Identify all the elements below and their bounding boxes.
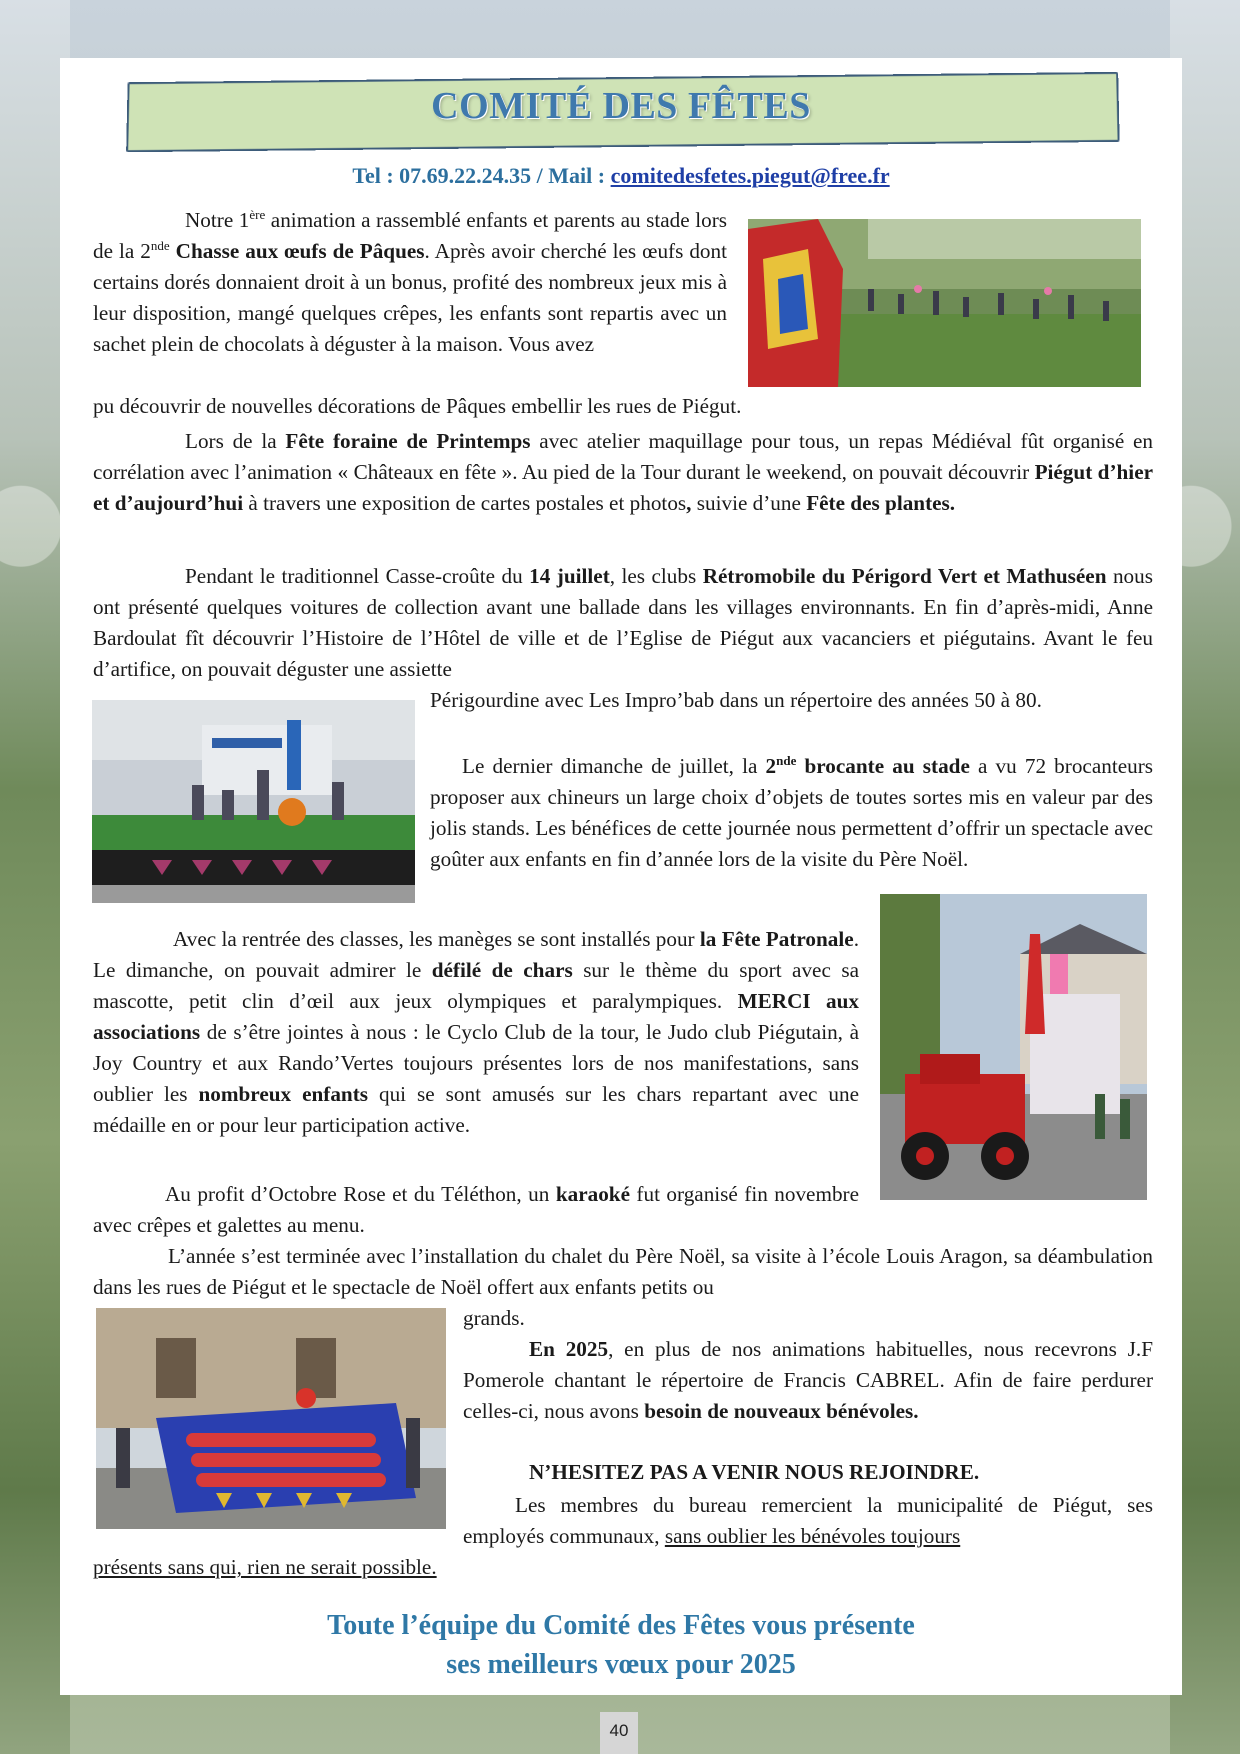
closing-wishes-line1: Toute l’équipe du Comité des Fêtes vous présente bbox=[327, 1610, 915, 1641]
contact-phone: Tel : 07.69.22.24.35 / Mail : bbox=[352, 163, 611, 188]
call-to-action: N’HESITEZ PAS A VENIR NOUS REJOINDRE. bbox=[529, 1460, 980, 1484]
paragraph-spring-fair: Lors de la Fête foraine de Printemps avec atelier maquillage pour tous, un repas Médiéval fût organisé en corrélation avec l’animation « Châteaux en fête ». Au pied de la Tour durant le weekend, on pouvait découvrir Piégut d’hier et d’aujourd’hui à travers une exposition de cartes postales et photos, suivie d’une Fête des plantes. bbox=[93, 429, 1154, 515]
paragraph-thanks: Les membres du bureau remercient la municipalité de Piégut, ses employés communaux, sans oublier les bénévoles toujours bbox=[463, 1493, 1153, 1548]
paragraph-fete-patronale: Avec la rentrée des classes, les manèges se sont installés pour la Fête Patronale. Le dimanche, on pouvait admirer le défilé de chars sur le thème du sport avec sa mascotte, petit clin d’œil aux jeux olympiques et paralympiques. MERCI aux associations de s’être jointes à nous : le Cyclo Club de la tour, le Judo club Piégutain, à Joy Country et aux Rando’Vertes toujours présentes lors de nos manifestations, sans oublier les nombreux enfants qui se sont amusés sur les chars repartant avec une médaille en or pour leur participation active. bbox=[93, 927, 859, 1137]
contact-line bbox=[60, 163, 1182, 189]
paragraph-2025: En 2025, en plus de nos animations habituelles, nous recevrons J.F Pomerole chantant le répertoire de Francis CABREL. Afin de faire perdurer celles-ci, nous avons besoin de nouveaux bénévoles. bbox=[463, 1337, 1153, 1423]
photo-parade-float-kids bbox=[92, 700, 415, 903]
photo-easter-hunt bbox=[748, 219, 1141, 387]
paragraph-easter-end: pu découvrir de nouvelles décorations de Pâques embellir les rues de Piégut. bbox=[93, 394, 742, 418]
paragraph-thanks-end: présents sans qui, rien ne serait possible. bbox=[93, 1555, 437, 1579]
paragraph-christmas: L’année s’est terminée avec l’installation du chalet du Père Noël, sa visite à l’école Louis Aragon, sa déambulation dans les rues de Piégut et le spectacle de Noël offert aux enfants petits ou bbox=[93, 1244, 1153, 1299]
photo-blue-float bbox=[96, 1308, 446, 1529]
paragraph-christmas-end: grands. bbox=[463, 1306, 525, 1330]
paragraph-easter: Notre 1ère animation a rassemblé enfants et parents au stade lors de la 2nde Chasse aux œufs de Pâques. Après avoir cherché les œufs dont certains dorés donnaient droit à un bonus, profité des nombreux jeux mis à leur disposition, mangé quelques crêpes, les enfants sont repartis avec un sachet plein de chocolats à déguster à la maison. Vous avez bbox=[93, 206, 727, 356]
photo-tractor-parade bbox=[880, 894, 1147, 1200]
paragraph-brocante: Le dernier dimanche de juillet, la 2nde brocante au stade a vu 72 brocanteurs proposer aux chineurs un large choix d’objets de toutes sortes mis en valeur par des jolis stands. Les bénéfices de cette journée nous permettent d’offrir un spectacle avec goûter aux enfants en fin d’année lors de la visite du Père Noël. bbox=[430, 752, 1154, 871]
page-title: COMITÉ DES FÊTES bbox=[431, 85, 811, 127]
contact-email-link[interactable]: comitedesfetes.piegut@free.fr bbox=[610, 163, 890, 188]
paragraph-july-14: Pendant le traditionnel Casse-croûte du 14 juillet, les clubs Rétromobile du Périgord Vert et Mathuséen nous ont présenté quelques voitures de collection avant une ballade dans les villages environnants. En fin d’après-midi, Anne Bardoulat fît découvrir l’Histoire de l’Hôtel de ville et de l’Eglise de Piégut aux vacanciers et piégutains. Avant le feu d’artifice, on pouvait déguster une assiette bbox=[93, 564, 1153, 681]
page-number: 40 bbox=[600, 1712, 638, 1754]
closing-wishes-line2: ses meilleurs vœux pour 2025 bbox=[446, 1649, 796, 1680]
paragraph-july-14-end: Périgourdine avec Les Impro’bab dans un répertoire des années 50 à 80. bbox=[430, 688, 1042, 712]
paragraph-karaoke: Au profit d’Octobre Rose et du Téléthon, un karaoké fut organisé fin novembre avec crêpes et galettes au menu. bbox=[93, 1182, 859, 1237]
